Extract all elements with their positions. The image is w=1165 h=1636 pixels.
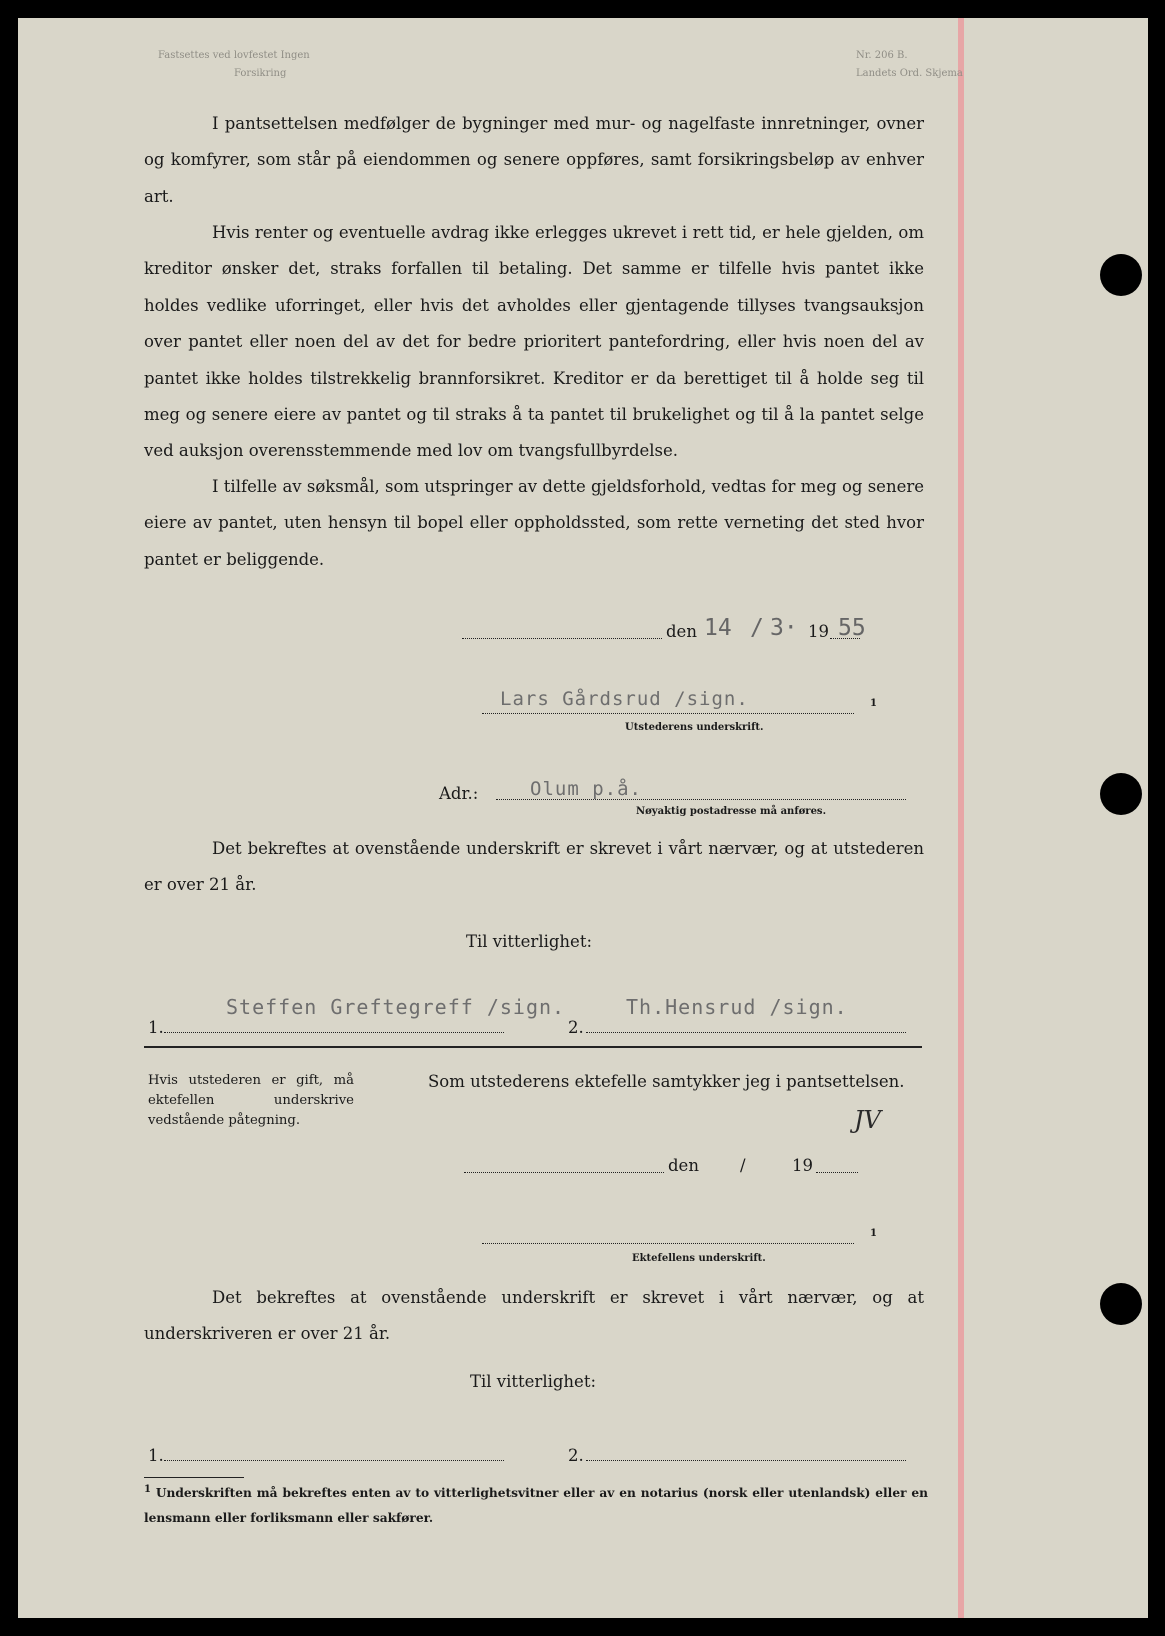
witness-2-number: 2. (568, 1018, 584, 1037)
date-place-line (462, 638, 662, 639)
confirmation-issuer (144, 831, 924, 904)
witness-1-line (164, 1032, 504, 1033)
confirmation-spouse (144, 1280, 924, 1353)
date-slash: / (750, 615, 764, 641)
paragraph-default (144, 215, 924, 470)
header-stamp-left: Fastsettes ved lovfestet Ingen (158, 50, 310, 61)
witness-2-line (586, 1032, 906, 1033)
footnote-rule (144, 1477, 244, 1478)
witness-heading-2: Til vitterlighet: (470, 1372, 597, 1391)
date-den-label: den (666, 622, 697, 641)
witness-2-name: Th.Hensrud /sign. (626, 995, 848, 1019)
issuer-signature: Lars Gårdsrud /sign. (500, 688, 749, 710)
witness-1-name: Steffen Greftegreff /sign. (226, 995, 566, 1019)
spouse-signature-line (482, 1243, 854, 1244)
spouse-date-place-line (464, 1172, 664, 1173)
paragraph-text: I pantsettelsen medfølger de bygninger med mur- og nagelfaste innretninger, ovner og komfyrer, som står på eiendommen og senere oppføres, samt forsikringsbeløp av enhver art. (144, 114, 924, 206)
witness-1-number: 1. (148, 1018, 164, 1037)
punch-hole (1100, 773, 1142, 815)
date-year-prefix: 19 (808, 622, 829, 641)
issuer-footnote-mark: 1 (870, 698, 877, 709)
paragraph-venue (144, 469, 924, 578)
spouse-footnote-mark: 1 (870, 1228, 877, 1239)
spouse-initials: JV (854, 1106, 881, 1134)
punch-hole (1100, 1283, 1142, 1325)
witness-2-1-line (164, 1460, 504, 1461)
spouse-date-den: den (668, 1156, 699, 1175)
spouse-date-year-line (816, 1172, 858, 1173)
header-stamp-right: Nr. 206 B. (856, 50, 908, 61)
address-caption: Nøyaktig postadresse må anføres. (636, 806, 827, 817)
footnote (144, 1482, 928, 1529)
spouse-date-year-prefix: 19 (792, 1156, 813, 1175)
header-stamp-right-line2: Landets Ord. Skjema (856, 68, 963, 79)
document-page (18, 18, 1148, 1618)
paragraph-text: Det bekreftes at ovenstående underskrift er skrevet i vårt nærvær, og at underskriveren er over 21 år. (144, 1288, 924, 1344)
issuer-signature-line (482, 713, 854, 714)
footnote-text: Underskriften må bekreftes enten av to vitterlighetsvitner eller av en notarius (norsk eller utenlandsk) eller en lensmann eller forliksmann eller sakfører. (144, 1486, 928, 1525)
footnote-mark: 1 (144, 1484, 151, 1495)
witness-2-2-number: 2. (568, 1446, 584, 1465)
paragraph-text: I tilfelle av søksmål, som utspringer av dette gjeldsforhold, vedtas for meg og senere eiere av pantet, uten hensyn til bopel eller oppholdssted, som rette verneting det sted hvor pantet er beliggende. (144, 477, 924, 569)
spouse-signature-caption: Ektefellens underskrift. (632, 1253, 766, 1264)
witness-2-2-line (586, 1460, 906, 1461)
date-year: 55 (838, 615, 866, 641)
witness-heading: Til vitterlighet: (466, 932, 593, 951)
date-year-line (830, 638, 860, 639)
address-value: Olum p.å. (530, 778, 642, 800)
paragraph-text: Hvis renter og eventuelle avdrag ikke erlegges ukrevet i rett tid, er hele gjelden, om kreditor ønsker det, straks forfallen til betaling. Det samme er tilfelle hvis pantet ikke holdes vedlike uforringet, eller hvis det avholdes eller gjentagende tillyses tvangsauksjon over pantet eller noen del av det for bedre prioritert pantefordring, eller hvis noen del av pantet ikke holdes tilstrekkelig brannforsikret. Kreditor er da berettiget til å holde seg til meg og senere eiere av pantet og til straks å ta pantet til brukelighet og til å la pantet selge ved auksjon overensstemmende med lov om tvangsfullbyrdelse. (144, 223, 924, 461)
address-label: Adr.: (439, 784, 479, 803)
spouse-consent: Som utstederens ektefelle samtykker jeg i pantsettelsen. (428, 1072, 905, 1091)
header-stamp-left-line2: Forsikring (234, 68, 287, 79)
margin-red-line (958, 18, 964, 1618)
issuer-signature-caption: Utstederens underskrift. (625, 722, 764, 733)
spouse-date-slash: / (740, 1156, 746, 1175)
section-divider (144, 1046, 922, 1048)
paragraph-text: Det bekreftes at ovenstående underskrift er skrevet i vårt nærvær, og at utstederen er over 21 år. (144, 839, 924, 895)
spouse-note: Hvis utstederen er gift, må ektefellen underskrive vedstående påtegning. (148, 1073, 354, 1128)
date-month: 3· (770, 615, 798, 641)
date-day: 14 (704, 615, 732, 641)
witness-2-1-number: 1. (148, 1446, 164, 1465)
paragraph-collateral (144, 106, 924, 215)
punch-hole (1100, 254, 1142, 296)
